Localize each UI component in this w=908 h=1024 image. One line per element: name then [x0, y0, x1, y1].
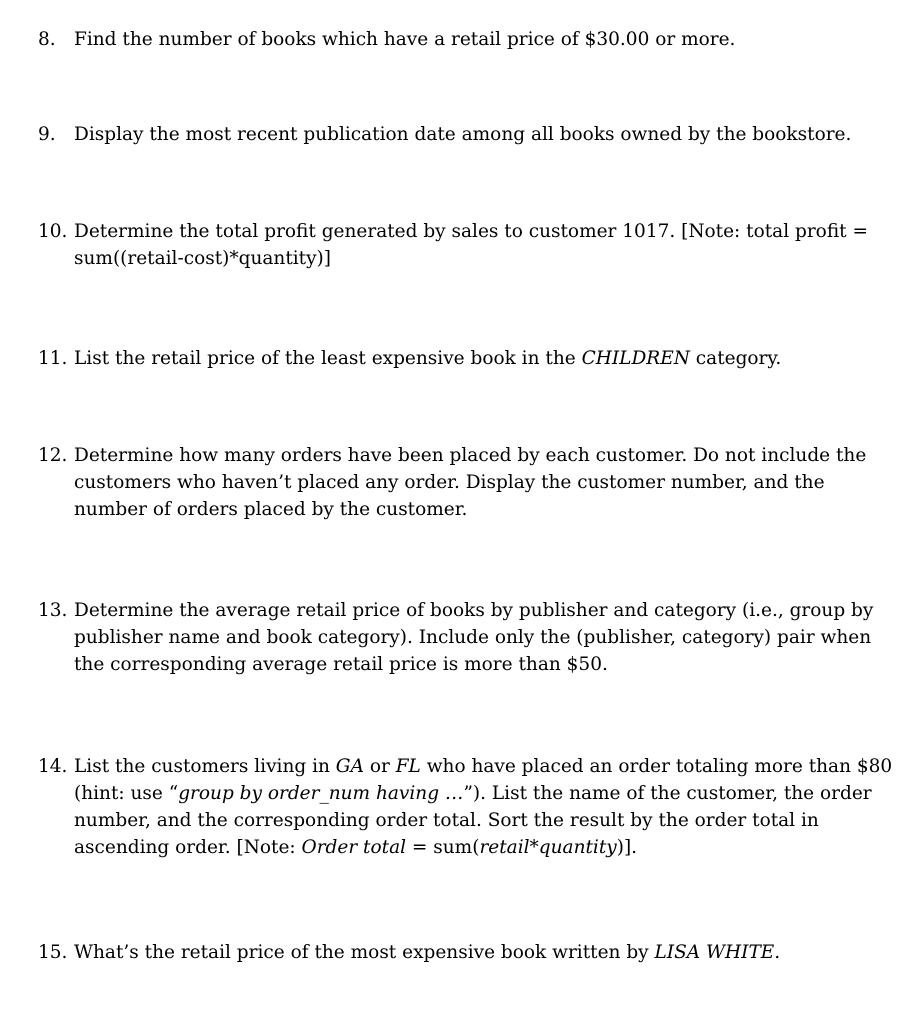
question-8 — [38, 26, 894, 53]
question-12 — [38, 442, 894, 523]
question-number: 15. — [38, 942, 68, 963]
question-text: What’s the retail price of the most expensive book written by LISA WHITE. — [74, 942, 781, 963]
question-10 — [38, 218, 894, 272]
question-text: Determine the total profit generated by sales to customer 1017. [Note: total profit = sum((retail-cost)*quantity)] — [74, 221, 868, 269]
question-number: 8. — [38, 29, 56, 50]
question-number: 11. — [38, 348, 68, 369]
question-number: 12. — [38, 445, 68, 466]
question-number: 9. — [38, 124, 56, 145]
question-9 — [38, 121, 894, 148]
question-15 — [38, 939, 894, 966]
question-text: List the retail price of the least expensive book in the CHILDREN category. — [74, 348, 782, 369]
question-text: Display the most recent publication date among all books owned by the bookstore. — [74, 124, 852, 145]
question-number: 13. — [38, 600, 68, 621]
question-number: 10. — [38, 221, 68, 242]
question-text: Determine how many orders have been placed by each customer. Do not include the customers who haven’t placed any order. Display the customer number, and the number of orders placed by the customer. — [74, 445, 867, 520]
question-text: Find the number of books which have a retail price of $30.00 or more. — [74, 29, 736, 50]
question-11 — [38, 345, 894, 372]
question-number: 14. — [38, 756, 68, 777]
question-text: List the customers living in GA or FL who have placed an order totaling more than $80 (hint: use “group by order_num having …”). List the name of the customer, the order number, and the corresponding order total. Sort the result by the order total in ascending order. [Note: Order total = sum(retail*quantity)]. — [74, 756, 893, 858]
question-text: Determine the average retail price of books by publisher and category (i.e., group by publisher name and book category). Include only the (publisher, category) pair when the corresponding average retail price is more than $50. — [74, 600, 874, 675]
question-13 — [38, 597, 894, 678]
question-14 — [38, 753, 894, 861]
